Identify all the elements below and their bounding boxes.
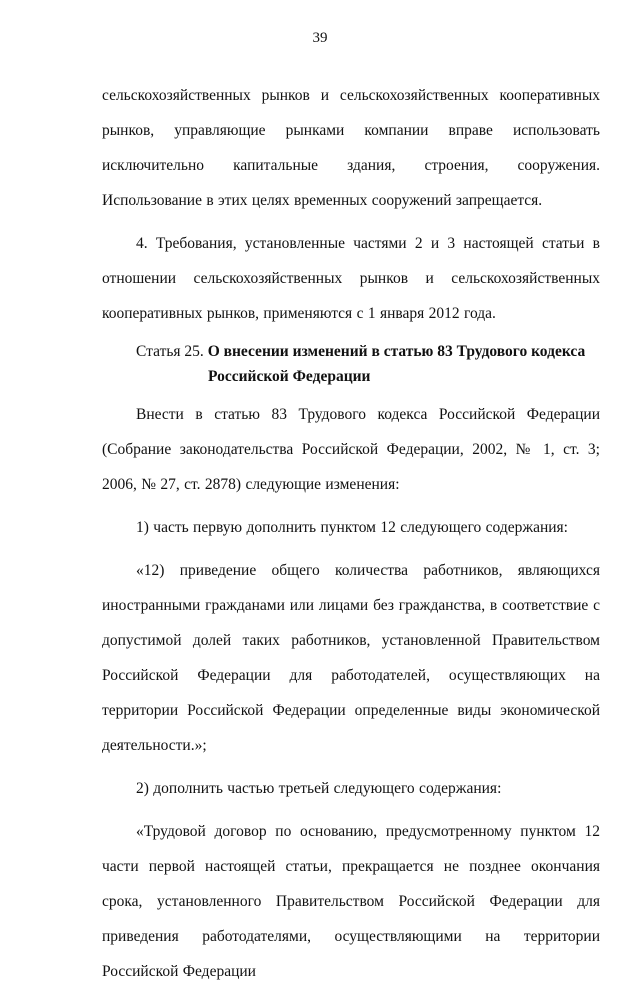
paragraph-amendment-intro: Внести в статью 83 Трудового кодекса Российской Федерации (Собрание законодательства Российской Федерации, 2002, № 1, ст. 3; 2006, № 27, ст. 2878) следующие изменения: xyxy=(102,406,600,493)
document-body xyxy=(102,78,600,989)
paragraph-item-1: 1) часть первую дополнить пунктом 12 следующего содержания: xyxy=(136,519,568,536)
article-title-line-1: О внесении изменений в статью 83 Трудового кодекса xyxy=(207,343,586,360)
paragraph-quoted-clause-12: «12) приведение общего количества работников, являющихся иностранными гражданами или лицами без гражданства, в соответствие с допустимой долей таких работников, установленной Правительством Российской Федерации для работодателей, осуществляющих на территории Российской Федерации определенные виды экономической деятельности.»; xyxy=(102,562,600,754)
article-number: Статья 25. xyxy=(136,343,208,360)
paragraph-gap xyxy=(102,763,600,771)
paragraph-quoted-part-3: «Трудовой договор по основанию, предусмотренному пунктом 12 части первой настоящей статьи, прекращается не позднее окончания срока, установленного Правительством Российской Федерации для приведения работодателями, осуществляющими на территории Российской Федерации xyxy=(102,823,600,980)
article-heading xyxy=(102,339,600,389)
paragraph-gap xyxy=(102,389,600,397)
paragraph-gap xyxy=(102,545,600,553)
paragraph-item-2: 2) дополнить частью третьей следующего содержания: xyxy=(136,780,502,797)
paragraph-gap xyxy=(102,218,600,226)
paragraph-continuation: сельскохозяйственных рынков и сельскохозяйственных кооперативных рынков, управляющие рынками компании вправе использовать исключительно капитальные здания, строения, сооружения. Использование в этих целях временных сооружений запрещается. xyxy=(102,87,600,209)
paragraph-requirements: 4. Требования, установленные частями 2 и 3 настоящей статьи в отношении сельскохозяйственных рынков и сельскохозяйственных кооперативных рынков, применяются с 1 января 2012 года. xyxy=(102,235,600,322)
page-number: 39 xyxy=(312,30,328,46)
article-title-line-2: Российской Федерации xyxy=(208,368,371,385)
paragraph-gap xyxy=(102,806,600,814)
paragraph-gap xyxy=(102,502,600,510)
paragraph-gap xyxy=(102,331,600,339)
